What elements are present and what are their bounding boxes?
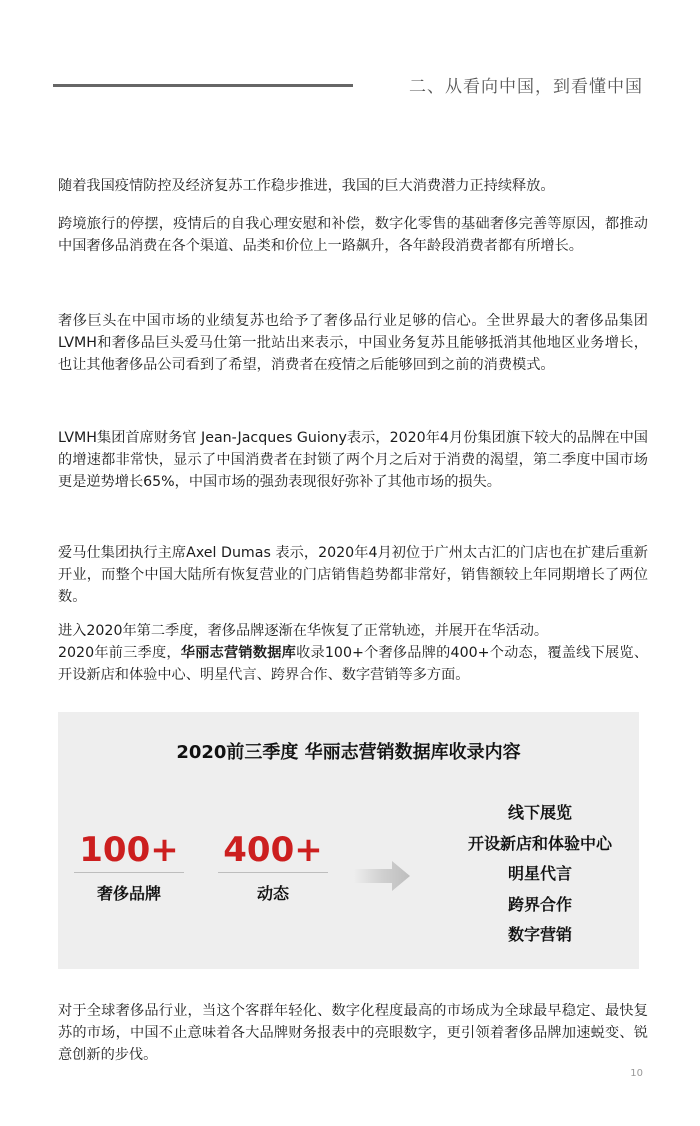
paragraph-6-line-1: 进入2020年第二季度，奢侈品牌逐渐在华恢复了正常轨迹，并展开在华活动。 (58, 623, 549, 639)
category-item: 数字营销 (507, 925, 572, 944)
paragraph-6-intro: 2020年前三季度， (58, 645, 181, 661)
category-item: 开设新店和体验中心 (467, 833, 612, 853)
category-item: 跨界合作 (507, 894, 572, 914)
paragraph-1: 随着我国疫情防控及经济复苏工作稳步推进，我国的巨大消费潜力正持续释放。 (58, 178, 555, 194)
paragraph-6-rest: 收录100+个奢侈品牌的400+个动态，覆盖线下展览、开设新店和体验中心、明星代言、跨界合作、数字营销等多方面。 (58, 645, 649, 683)
section-title: 二、从看向中国，到看懂中国 (409, 77, 643, 97)
stat-brands (74, 830, 184, 904)
paragraph-4: LVMH集团首席财务官 Jean-Jacques Guiony表示，2020年4月份集团旗下较大的品牌在中国的增速都非常快，显示了中国消费者在封锁了两个月之后对于消费的渴望，第二季度中国市场更是逆势增长65%，中国市场的强劲表现很好弥补了其他市场的损失。 (58, 430, 648, 490)
stat-updates-value: 400+ (223, 830, 323, 870)
stat-updates-rule (218, 872, 328, 873)
paragraph-3: 奢侈巨头在中国市场的业绩复苏也给予了奢侈品行业足够的信心。全世界最大的奢侈品集团LVMH和奢侈品巨头爱马仕第一批站出来表示，中国业务复苏且能够抵消其他地区业务增长，也让其他奢侈品公司看到了希望，消费者在疫情之后能够回到之前的消费模式。 (58, 313, 648, 373)
paragraph-7: 对于全球奢侈品行业，当这个客群年轻化、数字化程度最高的市场成为全球最早稳定、最快复苏的市场，中国不止意味着各大品牌财务报表中的亮眼数字，更引领着奢侈品牌加速蜕变、锐意创新的步伐。 (58, 1003, 648, 1063)
infobox (58, 712, 639, 969)
paragraph-6 (58, 620, 648, 686)
right-arrow-icon (354, 859, 414, 893)
infobox-title: 2020前三季度 华丽志营销数据库收录内容 (176, 742, 521, 763)
category-item: 明星代言 (507, 864, 572, 883)
stat-updates-label: 动态 (256, 884, 289, 903)
stat-updates (218, 830, 328, 904)
paragraph-5: 爱马仕集团执行主席Axel Dumas 表示，2020年4月初位于广州太古汇的门店也在扩建后重新开业，而整个中国大陆所有恢复营业的门店销售趋势都非常好，销售额较上年同期增长了两位数。 (58, 545, 648, 605)
stat-brands-label: 奢侈品牌 (96, 884, 161, 903)
category-item: 线下展览 (507, 803, 572, 822)
header-rule (53, 84, 353, 87)
page-number: 10 (630, 1068, 643, 1079)
stat-brands-value: 100+ (79, 830, 179, 870)
stat-brands-rule (74, 872, 184, 873)
category-list (456, 798, 624, 951)
paragraph-2: 跨境旅行的停摆，疫情后的自我心理安慰和补偿，数字化零售的基础奢侈完善等原因，都推动中国奢侈品消费在各个渠道、品类和价位上一路飙升，各年龄段消费者都有所增长。 (58, 216, 648, 254)
database-name: 华丽志营销数据库 (180, 645, 297, 661)
